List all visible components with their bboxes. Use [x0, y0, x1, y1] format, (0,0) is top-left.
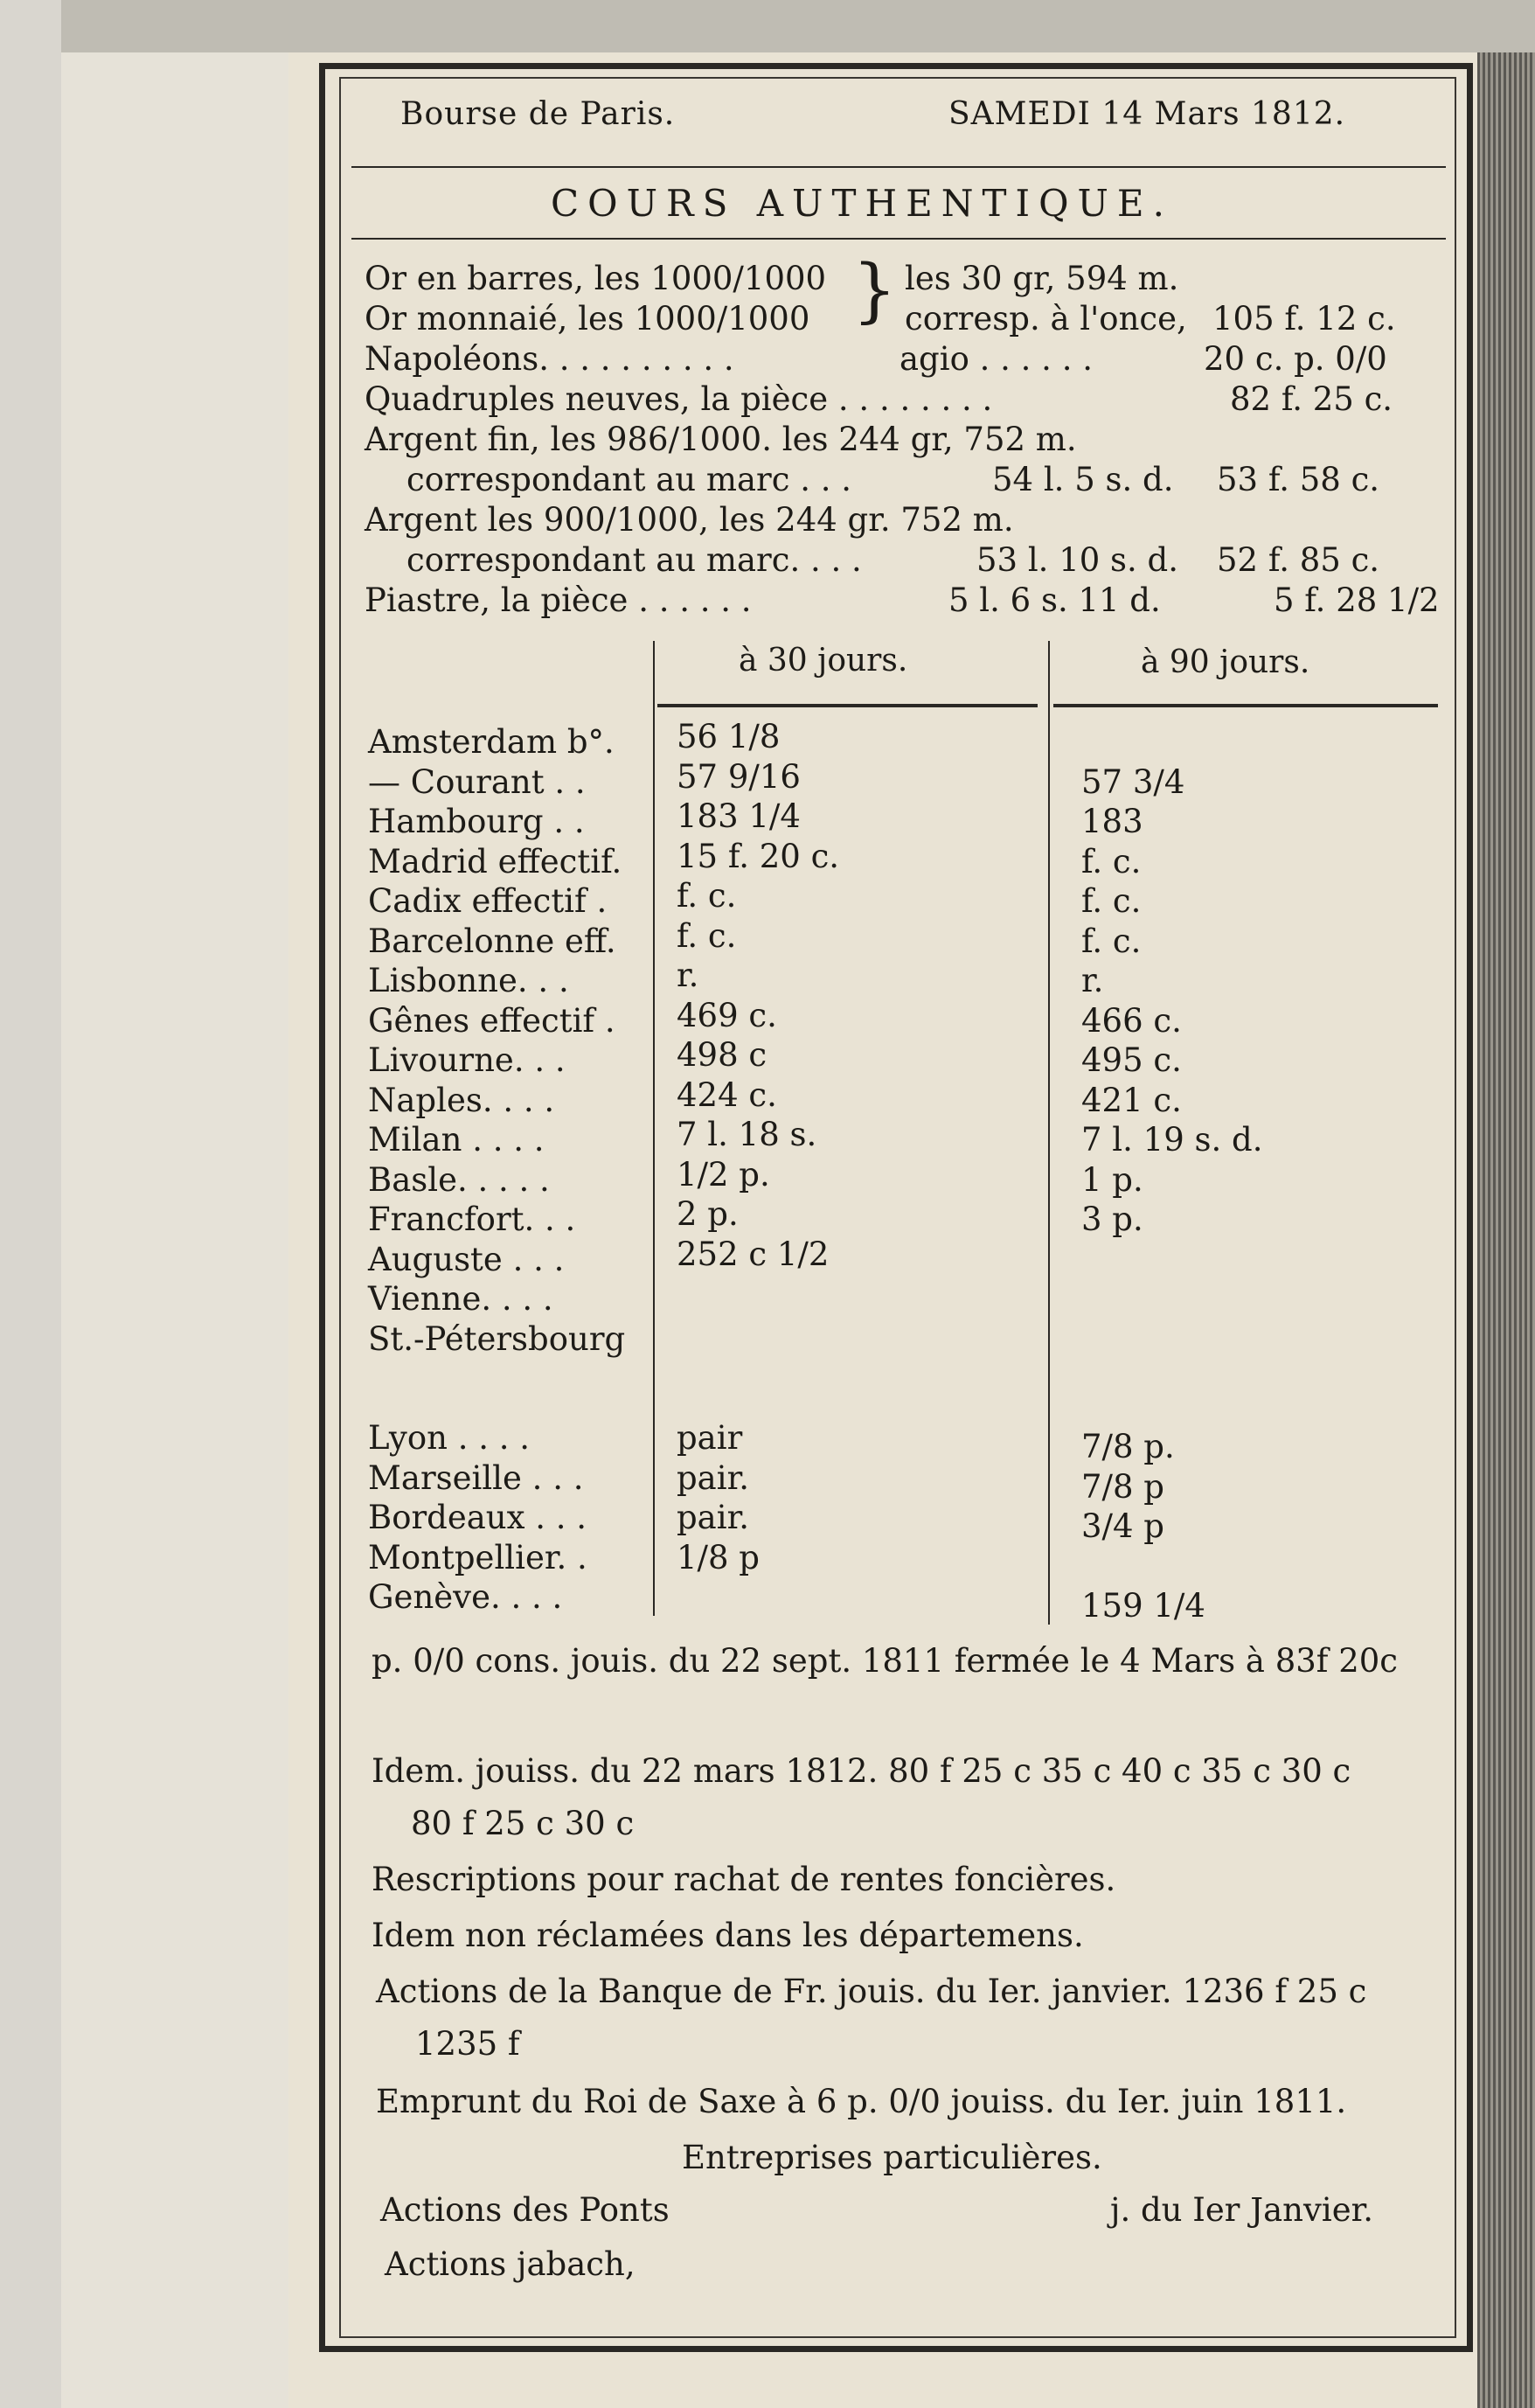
domestic-city: Bordeaux . . . [368, 1499, 587, 1536]
rate-90-days: 466 c. [1081, 1001, 1182, 1040]
rente-line: Idem non réclamées dans les départemens. [372, 1917, 1084, 1954]
metal-label: Piastre, la pièce . . . . . . [365, 581, 752, 619]
ponts-jouissance: j. du Ier Janvier. [1110, 2191, 1373, 2229]
header-date: SAMEDI 14 Mars 1812. [948, 96, 1346, 132]
rate-30-days: pair. [677, 1499, 749, 1536]
column-header-30: à 30 jours. [739, 643, 908, 679]
metal-value: 5 f. 28 1/2 [1274, 581, 1440, 619]
section-heading: Entreprises particulières. [682, 2139, 1102, 2176]
exchange-table [365, 634, 1457, 1631]
rente-line: Rescriptions pour rachat de rentes foncières. [372, 1861, 1116, 1898]
exchange-city: Francfort. . . [368, 1201, 576, 1238]
domestic-city: Montpellier. . [368, 1538, 587, 1576]
metal-value: 20 c. p. 0/0 [1204, 340, 1387, 378]
metal-value: 52 f. 85 c. [1217, 541, 1380, 579]
ponts-label: Actions des Ponts [380, 2191, 670, 2229]
rate-30-days: f. c. [677, 916, 737, 955]
rate-30-days: 498 c [677, 1036, 768, 1074]
rente-line: 1235 f [415, 2025, 520, 2063]
metal-mid: 5 l. 6 s. 11 d. [948, 581, 1161, 619]
metal-value: 82 f. 25 c. [1230, 380, 1393, 418]
metal-label: Quadruples neuves, la pièce . . . . . . . . [365, 380, 993, 418]
exchange-city: Cadix effectif . [368, 882, 608, 920]
rate-90-days: 495 c. [1081, 1041, 1182, 1079]
facing-page [61, 52, 315, 2408]
metal-label: Or en barres, les 1000/1000 [365, 260, 827, 297]
jabach-label: Actions jabach, [385, 2245, 636, 2283]
header-rule [351, 166, 1446, 168]
rate-90-days: 183 [1081, 803, 1143, 840]
rate-30-days: 1/8 p [677, 1538, 760, 1576]
rate-90-days: 7/8 p [1081, 1467, 1164, 1506]
rate-30-days: 1/2 p. [677, 1155, 770, 1194]
metal-mid: agio . . . . . . [899, 340, 1093, 378]
rate-30-days: pair. [677, 1458, 749, 1497]
metal-label: correspondant au marc. . . . [406, 541, 862, 579]
rate-90-days: f. c. [1081, 882, 1142, 920]
rate-90-days: 421 c. [1081, 1081, 1182, 1119]
metal-label: correspondant au marc . . . [406, 461, 852, 498]
rate-90-days: r. [1081, 962, 1104, 999]
rate-30-days: f. c. [677, 877, 737, 915]
exchange-city: Gênes effectif . [368, 1001, 615, 1040]
exchange-city: Barcelonne eff. [368, 922, 616, 960]
exchange-city: Milan . . . . [368, 1121, 545, 1159]
rate-90-days: 7/8 p. [1081, 1428, 1175, 1465]
rate-90-days: 57 3/4 [1081, 762, 1185, 801]
rate-90-days: 1 p. [1081, 1160, 1143, 1199]
rate-30-days: 57 9/16 [677, 757, 801, 796]
rate-30-days: 252 c 1/2 [677, 1235, 830, 1273]
rate-90-days: 3 p. [1081, 1201, 1143, 1238]
domestic-city: Lyon . . . . [368, 1419, 531, 1457]
page-title: COURS AUTHENTIQUE. [551, 182, 1173, 225]
exchange-city: St.-Pétersbourg [368, 1319, 626, 1358]
exchange-city: Livourne. . . [368, 1041, 566, 1079]
rente-line: 80 f 25 c 30 c [411, 1805, 635, 1842]
domestic-city: Marseille . . . [368, 1458, 584, 1497]
rate-30-days: 15 f. 20 c. [677, 837, 840, 875]
exchange-city: Auguste . . . [368, 1240, 565, 1278]
metal-value: 105 f. 12 c. [1212, 300, 1396, 338]
column-header-90: à 90 jours. [1141, 644, 1310, 680]
rate-90-days: 159 1/4 [1081, 1587, 1205, 1625]
rate-90-days: 3/4 p [1081, 1507, 1164, 1545]
exchange-city: Lisbonne. . . [368, 962, 569, 999]
metal-mid: corresp. à l'once, [905, 300, 1187, 338]
rate-30-days: 424 c. [677, 1075, 777, 1114]
title-rule [351, 238, 1446, 240]
exchange-city: Madrid effectif. [368, 842, 622, 880]
rate-30-days: 2 p. [677, 1195, 739, 1233]
metal-label: Napoléons. . . . . . . . . . [365, 340, 734, 378]
rate-90-days: f. c. [1081, 922, 1142, 960]
rate-30-days: 183 1/4 [677, 797, 801, 835]
rate-30-days: pair [677, 1419, 743, 1457]
metal-mid: les 30 gr, 594 m. [905, 260, 1179, 297]
exchange-city: — Courant . . [368, 762, 586, 801]
page-edges [1477, 52, 1535, 2408]
rente-line: Idem. jouiss. du 22 mars 1812. 80 f 25 c 35 c 40 c 35 c 30 c [372, 1752, 1351, 1790]
rente-line: Emprunt du Roi de Saxe à 6 p. 0/0 jouiss. du Ier. juin 1811. [376, 2083, 1347, 2120]
metal-label: Argent les 900/1000, les 244 gr. 752 m. [365, 501, 1014, 539]
column-divider [653, 641, 655, 1616]
metal-label: Or monnaié, les 1000/1000 [365, 300, 810, 338]
header-left: Bourse de Paris. [400, 96, 676, 132]
column-divider [1048, 641, 1050, 1625]
rate-30-days: 7 l. 18 s. [677, 1116, 817, 1153]
header-underline [1053, 704, 1438, 707]
exchange-city: Amsterdam b°. [368, 723, 615, 761]
rente-line: p. 0/0 cons. jouis. du 22 sept. 1811 fermée le 4 Mars à 83f 20c [372, 1642, 1399, 1680]
rate-90-days: 7 l. 19 s. d. [1081, 1121, 1263, 1159]
exchange-city: Vienne. . . . [368, 1280, 553, 1318]
metal-label: Argent fin, les 986/1000. les 244 gr, 752 m. [365, 421, 1077, 458]
rente-line: Actions de la Banque de Fr. jouis. du Ier. janvier. 1236 f 25 c [376, 1973, 1367, 2010]
exchange-city: Naples. . . . [368, 1081, 555, 1119]
rate-30-days: 469 c. [677, 996, 777, 1034]
rate-90-days: f. c. [1081, 842, 1142, 880]
metal-mid: 54 l. 5 s. d. [992, 461, 1174, 498]
metal-value: 53 f. 58 c. [1217, 461, 1380, 498]
header-underline [657, 704, 1038, 707]
rate-30-days: r. [677, 957, 699, 994]
rate-30-days: 56 1/8 [677, 718, 781, 755]
binding-margin [0, 0, 61, 2408]
exchange-city: Hambourg . . [368, 803, 585, 840]
domestic-city: Genève. . . . [368, 1578, 563, 1616]
exchange-city: Basle. . . . . [368, 1160, 550, 1199]
metal-mid: 53 l. 10 s. d. [976, 541, 1178, 579]
brace: } [852, 249, 897, 331]
